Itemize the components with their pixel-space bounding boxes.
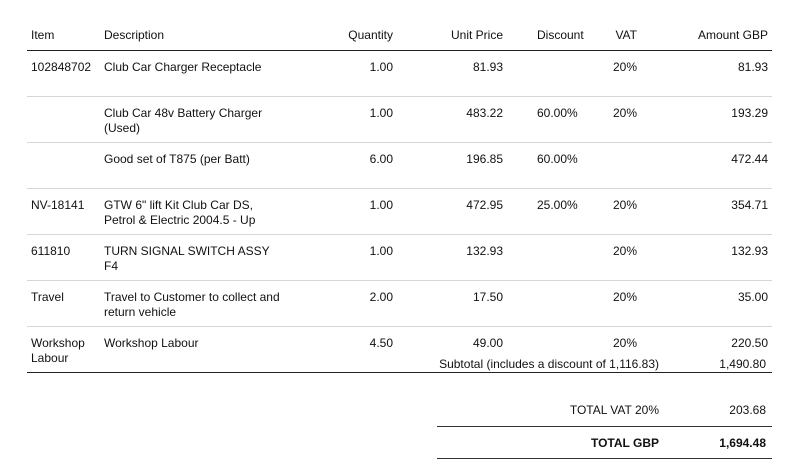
cell-amount: 193.29 bbox=[731, 106, 768, 120]
cell-description: TURN SIGNAL SWITCH ASSY F4 bbox=[104, 244, 270, 273]
table-row bbox=[27, 97, 772, 143]
cell-item bbox=[27, 97, 100, 143]
table-body bbox=[27, 51, 772, 373]
cell-description: GTW 6" lift Kit Club Car DS, Petrol & Electric 2004.5 - Up bbox=[104, 198, 256, 227]
header-unit-price: Unit Price bbox=[450, 27, 503, 42]
table-row bbox=[27, 235, 772, 281]
vat-value: 203.68 bbox=[729, 403, 766, 417]
cell-item: NV-18141 bbox=[31, 198, 85, 212]
header-description: Description bbox=[104, 27, 165, 42]
invoice-summary bbox=[437, 357, 772, 459]
cell-description: Good set of T875 (per Batt) bbox=[104, 152, 250, 166]
cell-amount: 132.93 bbox=[731, 244, 768, 258]
line-items-table bbox=[27, 20, 772, 373]
table-header-row bbox=[27, 20, 772, 51]
cell-item: 102848702 bbox=[31, 60, 92, 74]
cell-item bbox=[27, 143, 100, 189]
vat-row bbox=[437, 403, 772, 427]
cell-vat: 20% bbox=[612, 290, 637, 304]
table-row bbox=[27, 143, 772, 189]
cell-amount: 354.71 bbox=[731, 198, 768, 212]
total-row bbox=[437, 433, 772, 459]
cell-item: Workshop Labour bbox=[31, 336, 85, 365]
cell-description: Travel to Customer to collect and return vehicle bbox=[104, 290, 280, 319]
cell-item: 611810 bbox=[31, 244, 71, 258]
cell-discount bbox=[507, 281, 597, 327]
subtotal-value: 1,490.80 bbox=[719, 357, 766, 371]
cell-quantity: 1.00 bbox=[369, 198, 393, 212]
subtotal-label: Subtotal (includes a discount of 1,116.83) bbox=[439, 357, 659, 371]
cell-amount: 81.93 bbox=[737, 60, 768, 74]
header-vat: VAT bbox=[615, 27, 637, 42]
cell-discount: 25.00% bbox=[537, 198, 578, 212]
header-amount: Amount GBP bbox=[697, 27, 768, 42]
cell-discount bbox=[507, 235, 597, 281]
table-row bbox=[27, 189, 772, 235]
total-label: TOTAL GBP bbox=[590, 436, 659, 450]
cell-unit-price: 132.93 bbox=[466, 244, 503, 258]
cell-vat: 20% bbox=[612, 106, 637, 120]
header-quantity: Quantity bbox=[348, 27, 393, 42]
cell-discount bbox=[507, 51, 597, 97]
cell-amount: 220.50 bbox=[731, 336, 768, 350]
cell-vat: 20% bbox=[612, 60, 637, 74]
cell-amount: 472.44 bbox=[731, 152, 768, 166]
cell-vat bbox=[597, 143, 641, 189]
cell-unit-price: 483.22 bbox=[466, 106, 503, 120]
cell-unit-price: 81.93 bbox=[472, 60, 503, 74]
cell-description: Club Car Charger Receptacle bbox=[104, 60, 262, 74]
cell-discount: 60.00% bbox=[537, 106, 578, 120]
cell-quantity: 4.50 bbox=[369, 336, 393, 350]
cell-quantity: 1.00 bbox=[369, 244, 393, 258]
cell-unit-price: 472.95 bbox=[466, 198, 503, 212]
subtotal-row bbox=[437, 357, 772, 403]
table-row bbox=[27, 51, 772, 97]
cell-amount: 35.00 bbox=[737, 290, 768, 304]
cell-description: Club Car 48v Battery Charger (Used) bbox=[104, 106, 263, 135]
cell-item: Travel bbox=[31, 290, 64, 304]
table-row bbox=[27, 281, 772, 327]
cell-vat: 20% bbox=[612, 198, 637, 212]
header-discount: Discount bbox=[537, 27, 584, 42]
header-item: Item bbox=[31, 27, 55, 42]
cell-discount: 60.00% bbox=[537, 152, 578, 166]
cell-unit-price: 17.50 bbox=[472, 290, 503, 304]
cell-unit-price: 196.85 bbox=[466, 152, 503, 166]
cell-vat: 20% bbox=[612, 244, 637, 258]
cell-unit-price: 49.00 bbox=[472, 336, 503, 350]
vat-label: TOTAL VAT 20% bbox=[569, 403, 659, 417]
cell-description: Workshop Labour bbox=[104, 336, 199, 350]
cell-quantity: 2.00 bbox=[369, 290, 393, 304]
cell-quantity: 1.00 bbox=[369, 60, 393, 74]
cell-quantity: 6.00 bbox=[369, 152, 393, 166]
cell-vat: 20% bbox=[612, 336, 637, 350]
cell-quantity: 1.00 bbox=[369, 106, 393, 120]
total-value: 1,694.48 bbox=[719, 436, 766, 450]
